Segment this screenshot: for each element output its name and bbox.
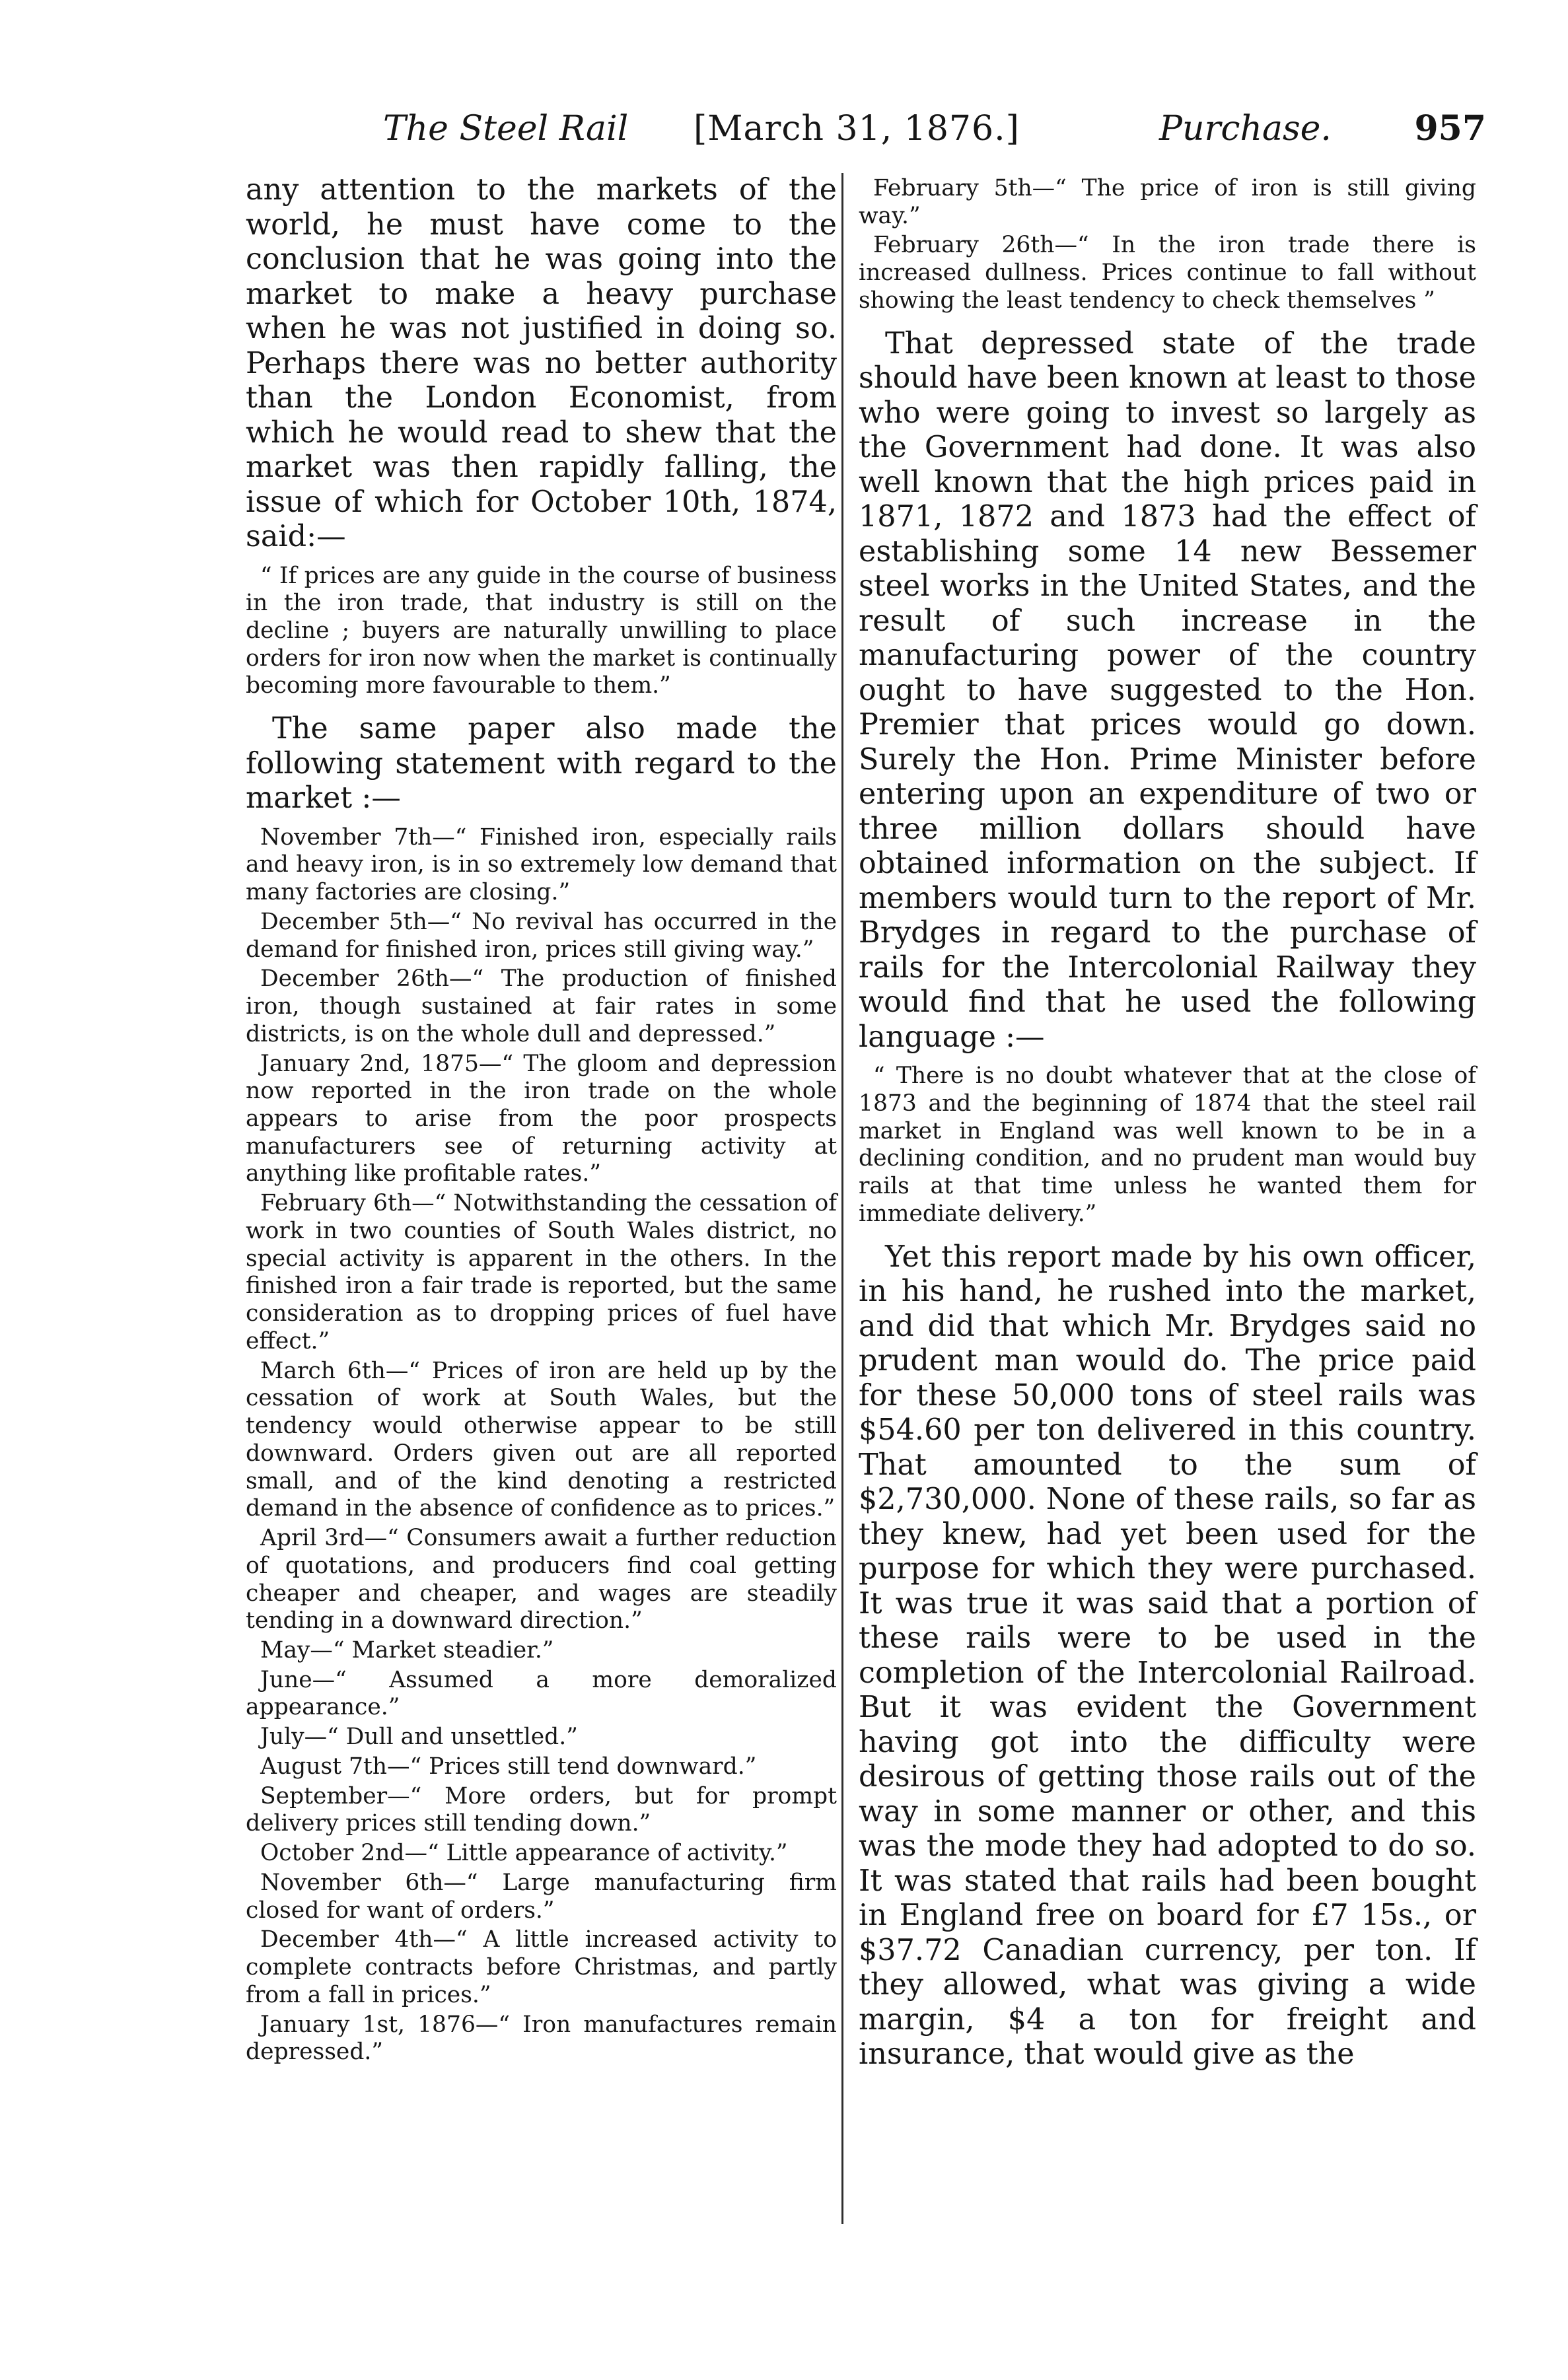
market-report-entry: December 4th—“ A little increased activity to complete contracts before Christmas, and partly from a fall in prices.”	[246, 1926, 837, 2008]
header-right-title: Purchase.	[1159, 109, 1332, 149]
market-report-entry: May—“ Market steadier.”	[260, 1636, 554, 1663]
market-report-entry: August 7th—“ Prices still tend downward.”	[260, 1753, 757, 1780]
column-divider	[841, 173, 843, 2224]
market-report-entry: January 2nd, 1875—“ The gloom and depression now reported in the iron trade on the whole appears to arise from the poor prospects manufacturers see of returning activity at anything like profitable rates.”	[246, 1050, 837, 1187]
market-report-entry: October 2nd—“ Little appearance of activity.”	[260, 1840, 788, 1867]
economist-quote: “ If prices are any guide in the course of business in the iron trade, that industry is still on the decline ; buyers are naturally unwilling to place orders for iron now when the market is continually becoming more favourable to them.”	[246, 562, 837, 699]
header-date: [March 31, 1876.]	[694, 109, 1020, 149]
market-report-entry: July—“ Dull and unsettled.”	[260, 1724, 578, 1751]
speech-paragraph: any attention to the markets of the world, he must have come to the conclusion that he was going into the market to make a heavy purchase when he was not justified in doing so. Perhaps there was no better authority than the London Economist, from which he would read to shew that the market was then rapidly falling, the issue of which for October 10th, 1874, said:—	[246, 173, 837, 553]
market-report-entry: June—“ Assumed a more demoralized appearance.”	[246, 1666, 837, 1721]
header-left-title: The Steel Rail	[383, 109, 629, 149]
market-report-entry: September—“ More orders, but for prompt delivery prices still tending down.”	[246, 1782, 837, 1837]
market-report-entry: January 1st, 1876—“ Iron manufactures remain depressed.”	[246, 2011, 837, 2066]
market-report-entry: November 6th—“ Large manufacturing firm closed for want of orders.”	[246, 1869, 837, 1924]
speech-paragraph: That depressed state of the trade should have been known at least to those who were going to invest so largely as the Government had done. It was also well known that the high prices paid in 1871, 1872 and 1873 had the effect of establishing some 14 new Bessemer steel works in the United States, and the result of such increase in the manufacturing power of the country ought to have suggested to the Hon. Premier that prices would go down. Surely the Hon. Prime Minister before entering upon an expenditure of two or three million dollars should have obtained information on the subject. If members would turn to the report of Mr. Brydges in regard to the purchase of rails for the Intercolonial Railway they would find that he used the following language :—	[859, 326, 1476, 1054]
market-report-entry: December 26th—“ The production of finished iron, though sustained at fair rates in some districts, is on the whole dull and depressed.”	[246, 965, 837, 1047]
market-report-entry: April 3rd—“ Consumers await a further reduction of quotations, and producers find coal getting cheaper and cheaper, and wages are steadily tending in a downward direction.”	[246, 1525, 837, 1634]
right-column	[859, 173, 1476, 2072]
market-report-entry: December 5th—“ No revival has occurred in the demand for finished iron, prices still giving way.”	[246, 908, 837, 963]
market-report-entry: February 6th—“ Notwithstanding the cessation of work in two counties of South Wales district, no special activity is apparent in the others. In the finished iron a fair trade is reported, but the same consideration as to dropping prices of fuel have effect.”	[246, 1190, 837, 1354]
brydges-report-quote: “ There is no doubt whatever that at the close of 1873 and the beginning of 1874 that the steel rail market in England was well known to be in a declining condition, and no prudent man would buy rails at that time unless he wanted them for immediate delivery.”	[859, 1063, 1476, 1227]
market-report-entry: February 5th—“ The price of iron is still giving way.”	[859, 175, 1476, 229]
running-header	[238, 99, 1486, 158]
market-report-entry: February 26th—“ In the iron trade there is increased dullness. Prices continue to fall without showing the least tendency to check themselves ”	[859, 232, 1476, 314]
market-report-entry: March 6th—“ Prices of iron are held up by the cessation of work at South Wales, but the tendency would otherwise appear to be still downward. Orders given out are all reported small, and of the kind denoting a restricted demand in the absence of confidence as to prices.”	[246, 1357, 837, 1522]
speech-paragraph: The same paper also made the following statement with regard to the market :—	[246, 712, 837, 816]
page-number: 957	[1414, 108, 1486, 149]
speech-paragraph: Yet this report made by his own officer, in his hand, he rushed into the market, and did that which Mr. Brydges said no prudent man would do. The price paid for these 50,000 tons of steel rails was $54.60 per ton delivered in this country. That amounted to the sum of $2,730,000. None of these rails, so far as they knew, had yet been used for the purpose for which they were purchased. It was true it was said that a portion of these rails were to be used in the completion of the Intercolonial Railroad. But it was evident the Government having got into the difficulty were desirous of getting those rails out of the way in some manner or other, and this was the mode they had adopted to do so. It was stated that rails had been bought in England free on board for £7 15s., or $37.72 Canadian currency, per ton. If they allowed, what was giving a wide margin, $4 a ton for freight and insurance, that would give as the	[859, 1240, 1476, 2072]
market-report-entry: November 7th—“ Finished iron, especially rails and heavy iron, is in so extremely low demand that many factories are closing.”	[246, 823, 837, 906]
left-column	[246, 173, 837, 2068]
market-report-list	[246, 824, 837, 2066]
